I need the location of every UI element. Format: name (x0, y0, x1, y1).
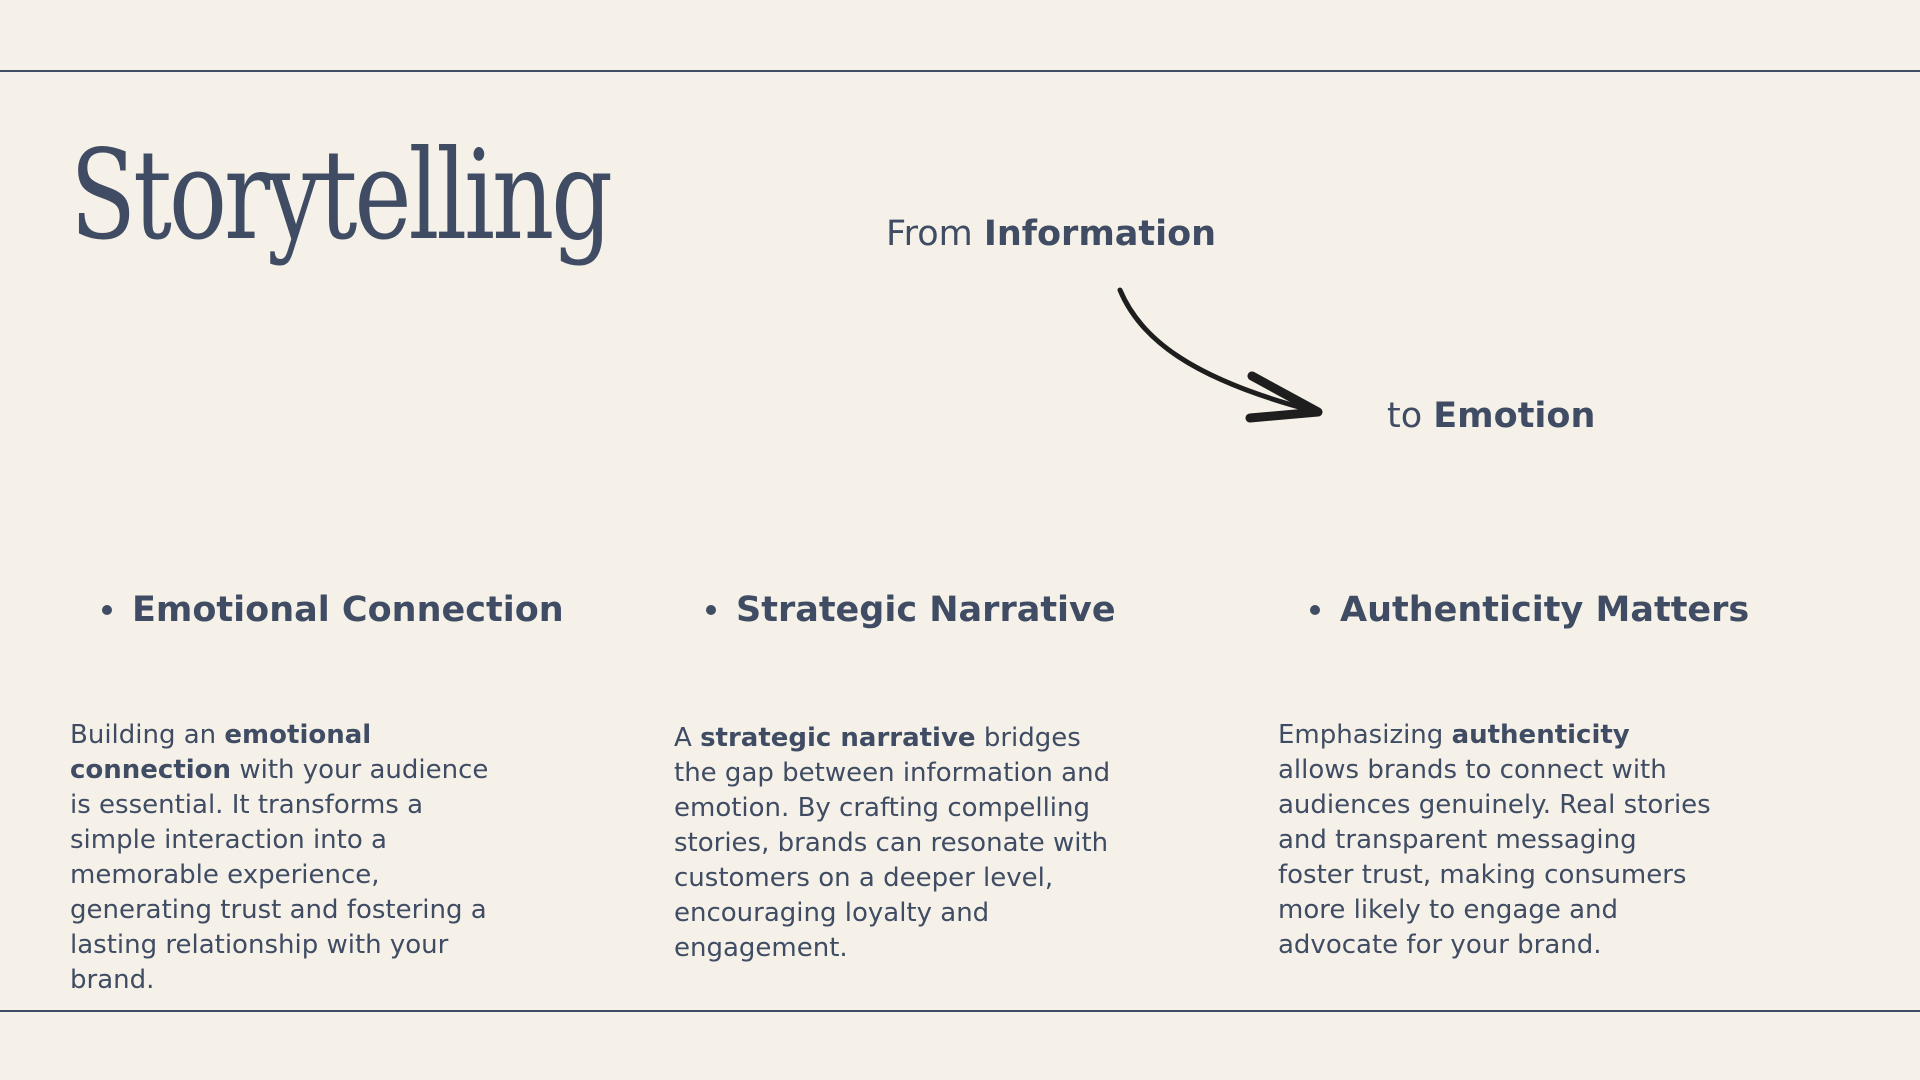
column-heading (102, 580, 564, 640)
column-heading-text: Emotional Connection (132, 590, 564, 630)
flow-to-label (1387, 396, 1595, 436)
column-body (1278, 718, 1718, 963)
body-text-after: allows brands to connect with audiences genuinely. Real stories and transparent messaging foster trust, making consumers more likely to engage and advocate for your brand. (1278, 755, 1711, 960)
body-text-before: Emphasizing (1278, 720, 1452, 750)
body-text-after: with your audience is essential. It transforms a simple interaction into a memorable experience, generating trust and fostering a lasting relationship with your brand. (70, 755, 489, 995)
body-text-bold: strategic narrative (700, 723, 976, 753)
column-heading (706, 580, 1144, 640)
column-body (70, 718, 510, 998)
curved-arrow-icon (1100, 278, 1340, 438)
body-text-after: bridges the gap between information and emotion. By crafting compelling stories, brands can resonate with customers on a deeper level, encouraging loyalty and engagement. (674, 723, 1111, 963)
body-text-before: Building an (70, 720, 225, 750)
flow-from-label (886, 214, 1216, 254)
column-strategic-narrative (674, 580, 1144, 992)
page-title: Storytelling (70, 124, 610, 268)
body-text-bold: emotional connection (70, 720, 372, 785)
body-text-bold: authenticity (1451, 720, 1630, 750)
flow-to-prefix: to (1387, 396, 1434, 436)
column-heading (1310, 580, 1748, 640)
bullet-icon (706, 605, 716, 615)
column-emotional-connection (70, 580, 564, 1024)
bullet-icon (1310, 605, 1320, 615)
column-authenticity-matters (1278, 580, 1748, 989)
bottom-divider (0, 1010, 1920, 1012)
flow-from-prefix: From (886, 214, 984, 254)
body-text-before: A (674, 723, 701, 753)
column-body (674, 721, 1114, 966)
column-heading-text: Authenticity Matters (1340, 590, 1750, 630)
column-heading-text: Strategic Narrative (736, 590, 1116, 630)
top-divider (0, 70, 1920, 72)
flow-from-word: Information (983, 214, 1217, 254)
flow-to-word: Emotion (1433, 396, 1596, 436)
bullet-icon (102, 605, 112, 615)
